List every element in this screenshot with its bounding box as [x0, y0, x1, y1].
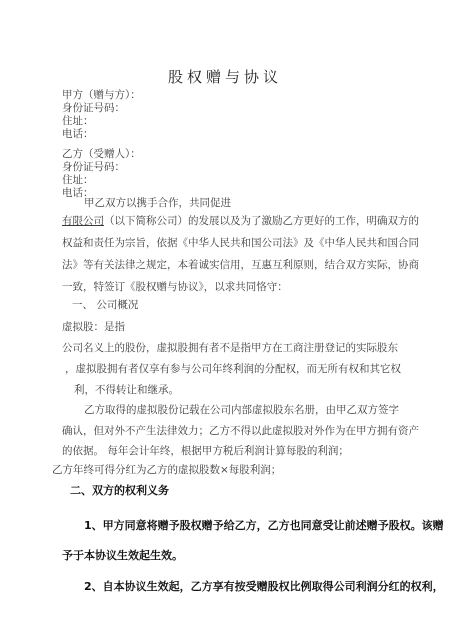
section-1-heading: 一、 公司概况	[72, 299, 139, 311]
section-1-formula: 乙方年终可得分红为乙方的虚拟股数×每股利润；	[52, 464, 282, 476]
party-b-phone: 电话：	[62, 187, 94, 199]
document-title: 股权赠与协议	[167, 68, 282, 86]
section-2-item-2-line-1: 2、自本协议生效起，乙方享有按受赠股权比例取得公司利润分红的权利，	[84, 580, 444, 593]
intro-line-2-rest: （以下简称公司）的发展以及为了激励乙方更好的工作，明确双方的	[104, 215, 419, 227]
intro-line-1: 甲乙双方以携手合作，共同促进	[84, 197, 231, 209]
company-name-placeholder: 有限公司	[62, 215, 104, 227]
party-a-address: 住址：	[62, 115, 94, 127]
section-2-item-1-line-2: 予于本协议生效起生效。	[62, 549, 183, 562]
party-a-phone: 电话：	[62, 128, 94, 140]
section-2-item-1-line-1: 1、甲方同意将赠予股权赠予给乙方，乙方也同意受让前述赠予股权。该赠	[84, 519, 444, 532]
section-1-para-2-line-1: 乙方取得的虚拟股份记载在公司内部虚拟股东名册，由甲乙双方签字	[84, 404, 399, 416]
intro-line-4: 法》等有关法律之规定，本着诚实信用，互惠互利原则，结合双方实际，协商	[62, 259, 419, 271]
section-1-subheading: 虚拟股：是指	[62, 321, 125, 333]
section-1-para-1-line-3: 利，不得转让和继承。	[74, 384, 179, 396]
intro-line-2	[62, 214, 419, 228]
party-a-id: 身份证号码：	[62, 102, 125, 114]
party-b-address: 住址：	[62, 174, 94, 186]
section-1-para-2-line-2: 确认，但对外不产生法律效力；乙方不得以此虚拟股对外作为在甲方拥有资产	[62, 425, 419, 437]
intro-line-5: 一致，特签订《股权赠与协议》，以求共同恪守：	[62, 281, 288, 293]
party-b-id: 身份证号码：	[62, 161, 125, 173]
section-1-para-1-line-2: ，虚拟股拥有者仅享有参与公司年终利润的分配权，而无所有权和其它权	[65, 363, 401, 375]
section-1-para-2-line-3: 的依据。 每年会计年终，根据甲方税后利润计算每股的利润；	[62, 445, 349, 457]
party-a-name: 甲方（赠与方）：	[62, 89, 141, 101]
party-b-name: 乙方（受赠人）：	[62, 148, 141, 160]
section-1-para-1-line-1: 公司名义上的股份，虚拟股拥有者不是指甲方在工商注册登记的实际股东	[62, 342, 398, 354]
intro-line-3: 权益和责任为宗旨，依据《中华人民共和国公司法》及《中华人民共和国合同	[62, 237, 419, 249]
section-2-heading: 二、双方的权利义务	[70, 484, 169, 497]
